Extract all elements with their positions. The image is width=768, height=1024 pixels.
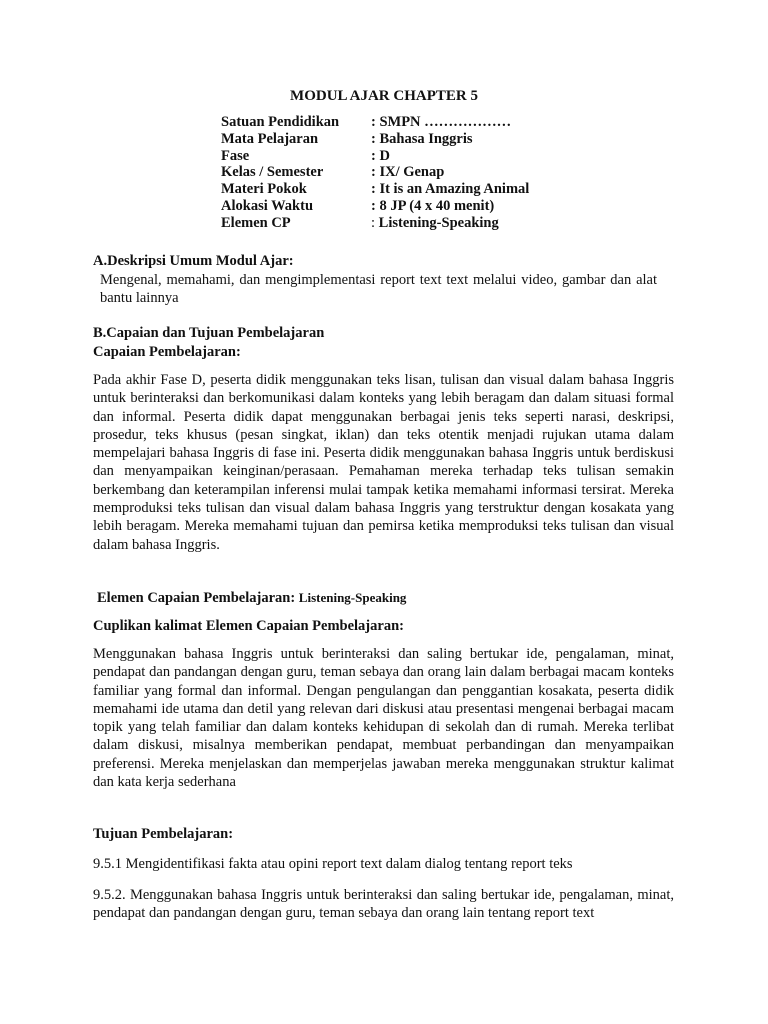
info-value (371, 215, 499, 232)
info-label: Satuan Pendidikan (221, 114, 340, 130)
info-row-kelas (221, 164, 529, 181)
tujuan-item: 9.5.2. Menggunakan bahasa Inggris untuk berinteraksi dan saling bertukar ide, pengalaman, minat, pendapat dan pandangan dengan guru, teman sebaya dan orang lain tentang report text (93, 887, 674, 922)
tujuan-heading: Tujuan Pembelajaran: (93, 826, 234, 842)
info-row-alokasi (221, 198, 529, 215)
info-value: : 8 JP (4 x 40 menit) (371, 197, 495, 214)
elemen-value: Listening-Speaking (298, 590, 407, 605)
section-b-heading: B.Capaian dan Tujuan Pembelajaran (93, 325, 325, 341)
section-a-heading: A.Deskripsi Umum Modul Ajar: (93, 253, 294, 269)
info-value: : D (371, 147, 390, 164)
info-row-elemen (221, 215, 529, 232)
document-title: MODUL AJAR CHAPTER 5 (290, 88, 478, 104)
info-label: Fase (221, 147, 250, 164)
info-value: : Bahasa Inggris (371, 130, 473, 147)
cuplikan-text: Menggunakan bahasa Inggris untuk berinteraksi dan saling bertukar ide, pengalaman, minat, pendapat dan pandangan dengan guru, teman sebaya dan orang lain dalam berbagai macam konteks familiar yang formal dan informal. Dengan pengulangan dan penggantian kosakata, peserta didik memahami ide utama dan detil yang relevan dari diskusi atau presentasi mengenai berbagai macam topik yang telah familiar dan dalam konteks kehidupan di sekolah dan di rumah. Mereka terlibat dalam diskusi, misalnya memberikan pendapat, membuat perbandingan dan menyampaikan preferensi. Mereka menjelaskan dan memperjelas jawaban mereka menggunakan struktur kalimat dan kata kerja sederhana (93, 646, 674, 791)
info-row-fase (221, 148, 529, 165)
section-a-text: Mengenal, memahami, dan mengimplementasi report text text melalui video, gambar dan alat bantu lainnya (100, 272, 657, 307)
tujuan-item: 9.5.1 Mengidentifikasi fakta atau opini report text dalam dialog tentang report teks (93, 856, 573, 872)
elemen-label: Elemen Capaian Pembelajaran: (97, 590, 296, 606)
info-label: Alokasi Waktu (221, 197, 314, 214)
info-value-prefix: : (371, 214, 379, 231)
module-info-table (221, 114, 529, 232)
info-row-satuan (221, 114, 529, 131)
info-label: Mata Pelajaran (221, 130, 319, 147)
info-label: Kelas / Semester (221, 164, 324, 181)
info-value: : SMPN ……………… (371, 114, 512, 130)
info-value-text: Listening-Speaking (378, 214, 499, 231)
info-label: Elemen CP (221, 214, 291, 231)
info-value: : It is an Amazing Animal (371, 181, 530, 198)
info-value: : IX/ Genap (371, 164, 445, 181)
info-row-materi (221, 181, 529, 198)
info-label: Materi Pokok (221, 181, 307, 198)
elemen-heading (97, 590, 406, 607)
info-row-mapel (221, 131, 529, 148)
capaian-heading: Capaian Pembelajaran: (93, 344, 241, 360)
cuplikan-heading: Cuplikan kalimat Elemen Capaian Pembelajaran: (93, 618, 404, 634)
capaian-text: Pada akhir Fase D, peserta didik menggunakan teks lisan, tulisan dan visual dalam bahasa Inggris untuk berinteraksi dan berkomunikasi dalam konteks yang lebih beragam dan dalam situasi formal dan informal. Peserta didik dapat menggunakan berbagai jenis teks seperti narasi, deskripsi, prosedur, teks khusus (pesan singkat, iklan) dan teks otentik menjadi rujukan utama dalam mempelajari bahasa Inggris di fase ini. Peserta didik menggunakan bahasa Inggris untuk berdiskusi dan menyampaikan keinginan/perasaan. Pemahaman mereka terhadap teks tulisan semakin berkembang dan keterampilan inferensi mulai tampak ketika memahami informasi tersirat. Mereka memproduksi teks tulisan dan visual dalam bahasa Inggris yang terstruktur dengan kosakata yang lebih beragam. Mereka memahami tujuan dan pemirsa ketika memproduksi teks tulisan dan visual dalam bahasa Inggris. (93, 372, 674, 553)
